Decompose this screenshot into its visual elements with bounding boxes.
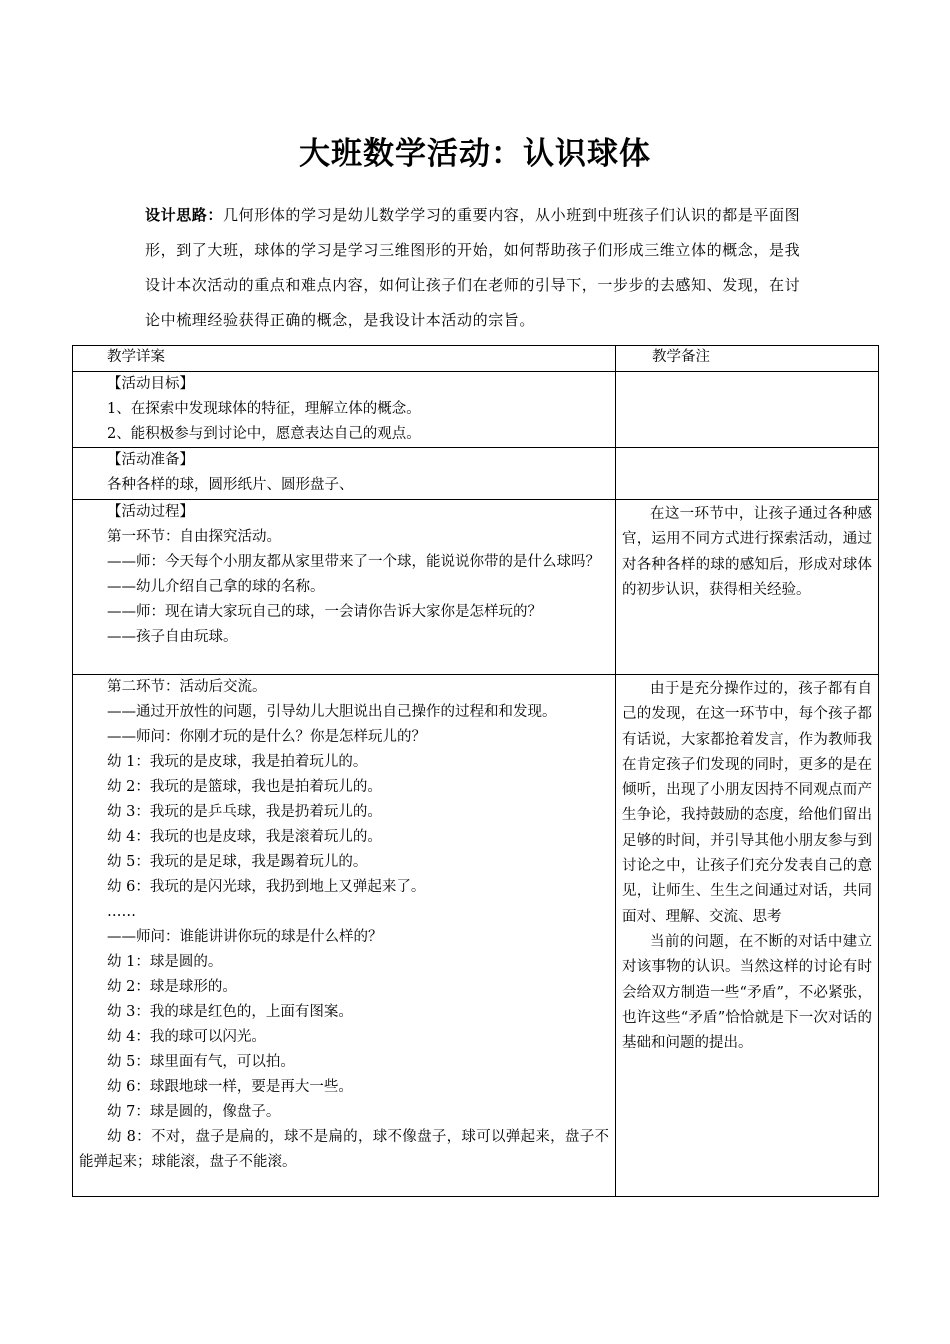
exchange-line: 第二环节：活动后交流。	[107, 679, 267, 695]
goal-item: 1、在探索中发现球体的特征，理解立体的概念。	[107, 401, 421, 417]
goal-item: 2、能积极参与到讨论中，愿意表达自己的观点。	[107, 426, 421, 442]
header-left-label: 教学详案	[107, 349, 165, 365]
process-row	[73, 500, 879, 675]
header-right-label: 教学备注	[652, 349, 710, 365]
exchange-line: 幼 1：我玩的是皮球，我是拍着玩儿的。	[107, 754, 368, 770]
exchange-line: ——师问：你刚才玩的是什么？你是怎样玩儿的？	[107, 729, 426, 745]
exchange-note-cell	[616, 675, 879, 1197]
exchange-line: ……	[107, 904, 136, 920]
exchange-line: 幼 6：球跟地球一样，要是再大一些。	[107, 1079, 353, 1095]
exchange-line: 幼 1：球是圆的。	[107, 954, 223, 970]
exchange-note-continued: 当前的问题，在不断的对话中建立对该事物的认识。当然这样的讨论有时会给双方制造一些“矛盾”，不必紧张，也许这些“矛盾”恰恰就是下一次对话的基础和问题的提出。	[622, 933, 872, 1052]
exchange-line: 幼 8：不对，盘子是扁的，球不是扁的，球不像盘子，球可以弹起来，盘子不能弹起来；球能滚，盘子不能滚。	[79, 1129, 609, 1170]
process-heading: 【活动过程】	[107, 504, 194, 520]
process-note-cell	[616, 500, 879, 675]
process-line: 第一环节：自由探究活动。	[107, 529, 281, 545]
page-title: 大班数学活动：认识球体	[299, 136, 651, 172]
exchange-line: 幼 6：我玩的是闪光球，我扔到地上又弹起来了。	[107, 879, 426, 895]
prep-heading: 【活动准备】	[107, 452, 194, 468]
prep-text: 各种各样的球，圆形纸片、圆形盘子、	[107, 477, 354, 493]
exchange-line: 幼 5：我玩的是足球，我是踢着玩儿的。	[107, 854, 368, 870]
exchange-line: 幼 2：球是球形的。	[107, 979, 237, 995]
design-intro	[145, 198, 813, 338]
process-cell	[73, 500, 616, 675]
exchange-line: 幼 5：球里面有气，可以拍。	[107, 1054, 295, 1070]
table-header-row	[73, 346, 879, 372]
goals-row	[73, 372, 879, 448]
process-line: ——师：现在请大家玩自己的球，一会请你告诉大家你是怎样玩的？	[107, 604, 542, 620]
exchange-row	[73, 675, 879, 1197]
exchange-line: 幼 2：我玩的是篮球，我也是拍着玩儿的。	[107, 779, 382, 795]
header-left	[73, 346, 616, 372]
process-line: ——孩子自由玩球。	[107, 629, 238, 645]
exchange-line: ——通过开放性的问题，引导幼儿大胆说出自己操作的过程和和发现。	[107, 704, 557, 720]
prep-cell	[73, 448, 616, 500]
exchange-cell	[73, 675, 616, 1197]
intro-label: 设计思路：	[145, 206, 224, 224]
header-right	[616, 346, 879, 372]
process-line: ——幼儿介绍自己拿的球的名称。	[107, 579, 325, 595]
exchange-line: 幼 4：我的球可以闪光。	[107, 1029, 266, 1045]
goals-heading: 【活动目标】	[107, 376, 194, 392]
prep-note-cell	[616, 448, 879, 500]
exchange-line: ——师问：谁能讲讲你玩的球是什么样的？	[107, 929, 383, 945]
goals-note-cell	[616, 372, 879, 448]
lesson-table	[72, 345, 879, 1197]
intro-text: 几何形体的学习是幼儿数学学习的重要内容，从小班到中班孩子们认识的都是平面图形，到了大班，球体的学习是学习三维图形的开始，如何帮助孩子们形成三维立体的概念，是我设计本次活动的重点和难点内容，如何让孩子们在老师的引导下，一步步的去感知、发现，在讨论中梳理经验获得正确的概念，是我设计本活动的宗旨。	[145, 206, 801, 329]
exchange-line: 幼 3：我的球是红色的，上面有图案。	[107, 1004, 353, 1020]
process-line: ——师：今天每个小朋友都从家里带来了一个球，能说说你带的是什么球吗？	[107, 554, 600, 570]
exchange-note: 由于是充分操作过的，孩子都有自己的发现，在这一环节中，每个孩子都有话说，大家都抢着发言，作为教师我在肯定孩子们发现的同时，更多的是在倾听，出现了小朋友因持不同观点而产生争论，我持鼓励的态度，给他们留出足够的时间，并引导其他小朋友参与到讨论之中，让孩子们充分发表自己的意见，让师生、生生之间通过对话，共同面对、理解、交流、思考	[622, 681, 872, 925]
exchange-line: 幼 7：球是圆的，像盘子。	[107, 1104, 281, 1120]
exchange-line: 幼 4：我玩的也是皮球，我是滚着玩儿的。	[107, 829, 382, 845]
exchange-line: 幼 3：我玩的是乒乓球，我是扔着玩儿的。	[107, 804, 382, 820]
prep-row	[73, 448, 879, 500]
process-note: 在这一环节中，让孩子通过各种感官，运用不同方式进行探索活动，通过对各种各样的球的感知后，形成对球体的初步认识，获得相关经验。	[622, 506, 872, 598]
goals-cell	[73, 372, 616, 448]
